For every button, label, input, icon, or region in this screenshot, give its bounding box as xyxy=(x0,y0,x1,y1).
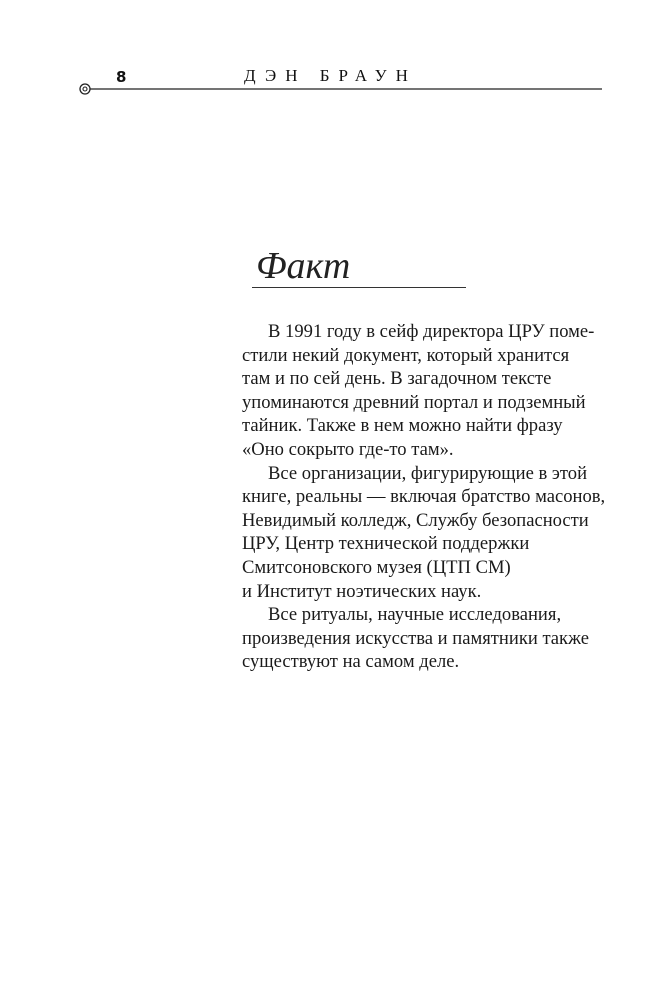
text-line: Все организации, фигурирующие в этой xyxy=(268,462,588,484)
text-line: произведения искусства и памятники также xyxy=(242,627,589,649)
body-text xyxy=(242,320,628,674)
text-line: упоминаются древний портал и подземный xyxy=(242,391,586,413)
text-line: стили некий документ, который хранится xyxy=(242,344,570,366)
page-number: 8 xyxy=(116,68,127,86)
text-line: ЦРУ, Центр технической поддержки xyxy=(242,533,530,555)
section-title: Факт xyxy=(256,245,351,287)
running-head-author: ДЭН БРАУН xyxy=(244,66,417,85)
spiral-ornament-icon xyxy=(80,84,90,94)
text-line: существуют на самом деле. xyxy=(242,651,460,673)
paragraph-2 xyxy=(242,462,628,604)
text-line: Смитсоновского музея (ЦТП СМ) xyxy=(242,556,511,578)
running-head xyxy=(78,62,602,96)
text-line: Все ритуалы, научные исследования, xyxy=(268,604,562,626)
section-title-block xyxy=(252,240,466,292)
text-line: В 1991 году в сейф директора ЦРУ поме- xyxy=(268,321,595,342)
text-line: тайник. Также в нем можно найти фразу xyxy=(242,415,563,437)
title-underline xyxy=(252,287,466,288)
text-line: Невидимый колледж, Службу безопасности xyxy=(242,509,589,531)
paragraph-1 xyxy=(242,320,628,462)
paragraph-3 xyxy=(242,603,628,674)
text-line: «Оно сокрыто где-то там». xyxy=(242,438,454,460)
text-line: и Институт ноэтических наук. xyxy=(242,580,482,602)
text-line: книге, реальны — включая братство масонов, xyxy=(242,486,606,508)
text-line: там и по сей день. В загадочном тексте xyxy=(242,368,552,390)
